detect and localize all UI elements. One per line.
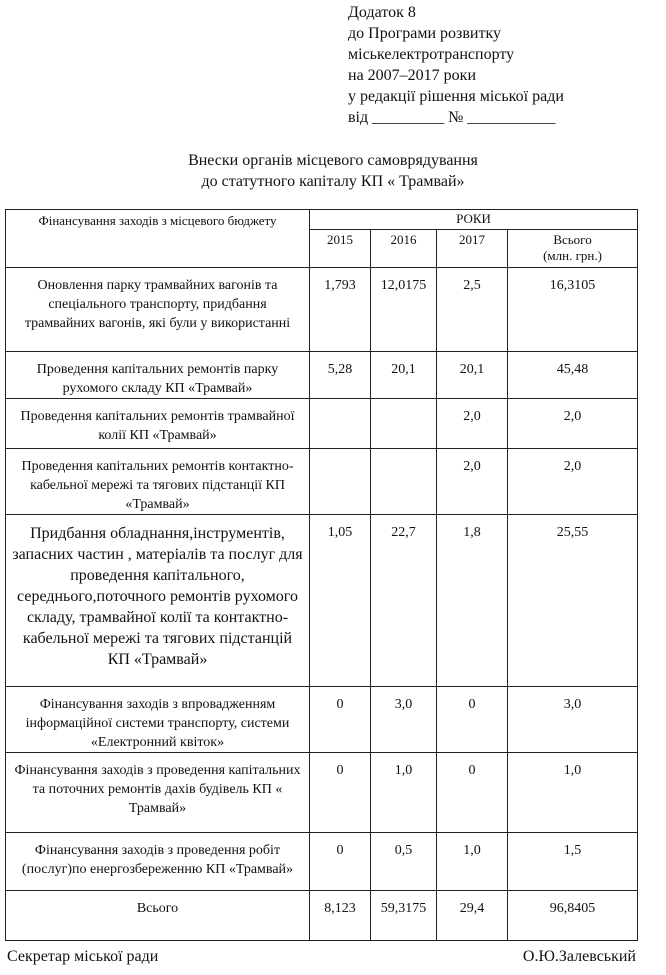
financing-table [5,209,638,941]
appendix-line: міськелектротранспорту [348,46,515,63]
table-row [6,352,638,399]
table-row [6,268,638,352]
header-total-unit: (млн. грн.) [543,248,602,263]
cell-total: 25,55 [508,515,638,687]
appendix-line: до Програми розвитку [348,25,502,42]
table-row [6,753,638,833]
cell-2015 [310,399,371,449]
cell-2017: 29,4 [437,891,508,941]
cell-2017: 2,5 [437,268,508,352]
table-row [6,687,638,753]
cell-total: 2,0 [508,399,638,449]
cell-2016: 22,7 [371,515,437,687]
header-year-2017: 2017 [437,230,508,268]
appendix-line: Додаток 8 [348,4,416,21]
signatory-name: О.Ю.Залевський [522,948,636,965]
cell-2016: 59,3175 [371,891,437,941]
table-row [6,399,638,449]
signatory-position: Секретар міської ради [7,948,159,965]
cell-2017: 20,1 [437,352,508,399]
appendix-line: на 2007–2017 роки [348,67,476,84]
cell-2016: 20,1 [371,352,437,399]
cell-total: 2,0 [508,449,638,515]
cell-total: 3,0 [508,687,638,753]
cell-2016: 0,5 [371,833,437,891]
appendix-line: від _________ № ___________ [348,109,556,126]
header-total [508,230,638,268]
cell-2016 [371,399,437,449]
appendix-block [348,2,564,128]
cell-2015: 8,123 [310,891,371,941]
cell-total: 1,0 [508,753,638,833]
cell-2015: 0 [310,753,371,833]
row-label: Придбання обладнання,інструментів, запасних частин , матеріалів та послуг для проведення капітального, середнього,поточного ремонтів рухомого складу, трамвайної колії та контактно-кабельної мережі та тягових підстанцій КП «Трамвай» [6,515,310,687]
cell-total: 96,8405 [508,891,638,941]
header-description: Фінансування заходів з місцевого бюджету [6,210,310,268]
row-label: Фінансування заходів з проведення робіт (послуг)по енергозбереженню КП «Трамвай» [6,833,310,891]
cell-2017: 2,0 [437,399,508,449]
cell-2015 [310,449,371,515]
table-row-total [6,891,638,941]
table-row [6,515,638,687]
row-label: Проведення капітальних ремонтів контактно-кабельної мережі та тягових підстанції КП «Трамвай» [6,449,310,515]
cell-2017: 1,8 [437,515,508,687]
cell-2015: 1,05 [310,515,371,687]
header-year-2015: 2015 [310,230,371,268]
cell-total: 16,3105 [508,268,638,352]
cell-2017: 2,0 [437,449,508,515]
cell-2015: 0 [310,687,371,753]
cell-2017: 0 [437,753,508,833]
title-line-1: Внески органів місцевого самоврядування [188,152,478,169]
cell-2017: 1,0 [437,833,508,891]
row-label: Проведення капітальних ремонтів трамвайної колії КП «Трамвай» [6,399,310,449]
row-label: Фінансування заходів з проведення капітальних та поточних ремонтів дахів будівель КП « Трамвай» [6,753,310,833]
table-row [6,449,638,515]
table-row [6,833,638,891]
cell-2016: 1,0 [371,753,437,833]
cell-2016: 3,0 [371,687,437,753]
cell-2015: 5,28 [310,352,371,399]
appendix-line: у редакції рішення міської ради [348,88,564,105]
cell-total: 45,48 [508,352,638,399]
header-total-label: Всього [553,232,592,247]
cell-total: 1,5 [508,833,638,891]
title-line-2: до статутного капіталу КП « Трамвай» [201,173,465,190]
document-title [0,150,666,192]
cell-2015: 1,793 [310,268,371,352]
cell-2015: 0 [310,833,371,891]
header-years: РОКИ [310,210,638,230]
row-label: Фінансування заходів з впровадженням інформаційної системи транспорту, системи «Електронний квіток» [6,687,310,753]
cell-2017: 0 [437,687,508,753]
row-label: Всього [6,891,310,941]
header-year-2016: 2016 [371,230,437,268]
row-label: Оновлення парку трамвайних вагонів та спеціального транспорту, придбання трамвайних вагонів, які були у використанні [6,268,310,352]
cell-2016: 12,0175 [371,268,437,352]
row-label: Проведення капітальних ремонтів парку рухомого складу КП «Трамвай» [6,352,310,399]
cell-2016 [371,449,437,515]
